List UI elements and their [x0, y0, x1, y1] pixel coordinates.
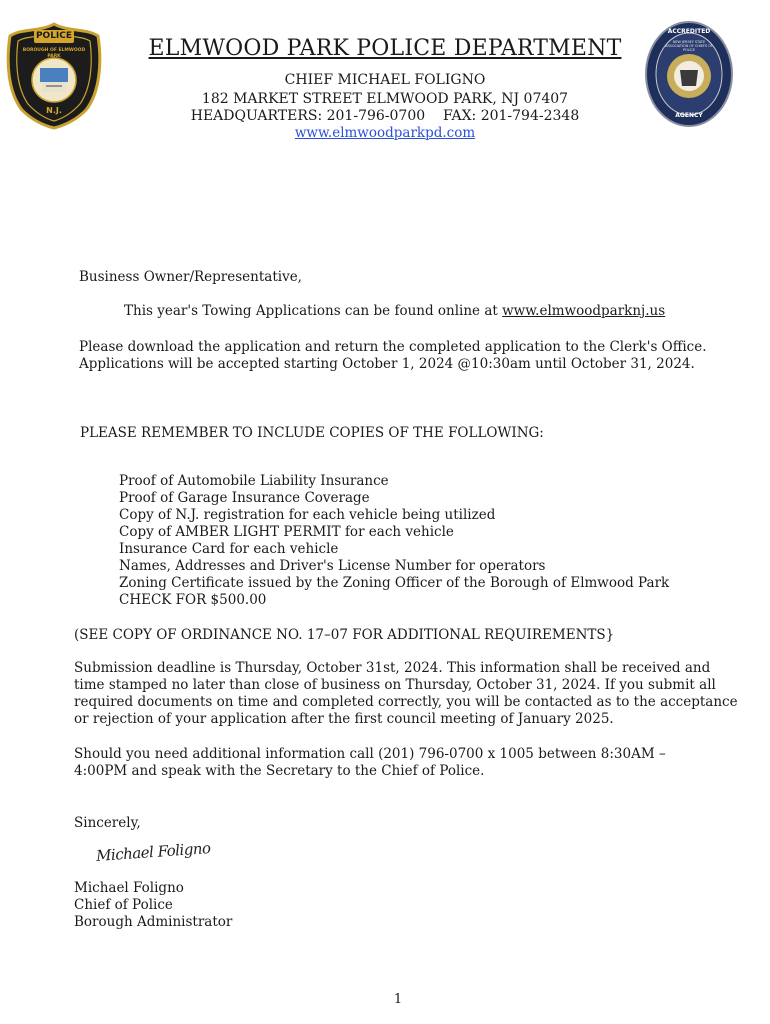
signature: Michael Foligno	[95, 839, 212, 865]
signer-title: Borough Administrator	[74, 914, 233, 930]
badge-ring-text: BOROUGH OF ELMWOOD PARK	[22, 48, 86, 59]
page-number: 1	[393, 992, 403, 1007]
download-line: Applications will be accepted starting October 1, 2024 @10:30am until October 31, 2024.	[79, 356, 695, 372]
department-title: ELMWOOD PARK POLICE DEPARTMENT	[148, 36, 622, 61]
department-address: 182 MARKET STREET ELMWOOD PARK, NJ 07407	[201, 91, 569, 107]
download-paragraph	[79, 339, 707, 373]
list-item: Names, Addresses and Driver's License Number for operators	[119, 558, 546, 574]
remember-heading: PLEASE REMEMBER TO INCLUDE COPIES OF THE FOLLOWING:	[80, 425, 544, 441]
paragraph-line: Should you need additional information call (201) 796-0700 x 1005 between 8:30AM –	[74, 746, 666, 762]
badge-bottom-text: N.J.	[46, 106, 62, 115]
paragraph-line: Submission deadline is Thursday, October 31st, 2024. This information shall be received and	[74, 660, 711, 676]
signer-name: Michael Foligno	[74, 880, 184, 896]
closing: Sincerely,	[74, 815, 141, 831]
paragraph-line: time stamped no later than close of business on Thursday, October 31, 2024. If you submit all	[74, 677, 716, 693]
list-item: Proof of Garage Insurance Coverage	[119, 490, 370, 506]
list-item: Copy of N.J. registration for each vehicle being utilized	[119, 507, 496, 523]
paragraph-line: or rejection of your application after the first council meeting of January 2025.	[74, 711, 614, 727]
list-item: Insurance Card for each vehicle	[119, 541, 339, 557]
paragraph-line: 4:00PM and speak with the Secretary to the Chief of Police.	[74, 763, 485, 779]
list-item: Proof of Automobile Liability Insurance	[119, 473, 389, 489]
seal-top-text: ACCREDITED	[667, 28, 711, 35]
online-application-text: This year's Towing Applications can be found online at	[124, 303, 503, 319]
requirements-list	[119, 473, 669, 609]
deadline-paragraph	[74, 660, 738, 728]
online-application-line	[124, 303, 665, 320]
seal-ring-text: NEW JERSEY STATE ASSOCIATION OF CHIEFS OF POLICE	[665, 40, 713, 52]
signer-title: Chief of Police	[74, 897, 173, 913]
list-item: Copy of AMBER LIGHT PERMIT for each vehicle	[119, 524, 454, 540]
paragraph-line: required documents on time and completed correctly, you will be contacted as to the acceptance	[74, 694, 738, 710]
chief-name: CHIEF MICHAEL FOLIGNO	[284, 72, 486, 88]
ordinance-note: (SEE COPY OF ORDINANCE NO. 17–07 FOR ADDITIONAL REQUIREMENTS}	[74, 627, 615, 643]
seal-bottom-text: AGENCY	[675, 112, 703, 119]
badge-top-text: POLICE	[35, 31, 73, 41]
website-link-row	[0, 125, 770, 141]
list-item: Zoning Certificate issued by the Zoning Officer of the Borough of Elmwood Park	[119, 575, 670, 591]
salutation: Business Owner/Representative,	[79, 269, 302, 285]
department-phones: HEADQUARTERS: 201-796-0700 FAX: 201-794-2348	[190, 108, 580, 124]
signer-block	[74, 880, 232, 931]
contact-paragraph	[74, 746, 666, 780]
website-link[interactable]: www.elmwoodparkpd.com	[294, 125, 476, 141]
application-link[interactable]: www.elmwoodparknj.us	[502, 303, 666, 319]
list-item: CHECK FOR $500.00	[119, 592, 267, 608]
download-line: Please download the application and return the completed application to the Clerk's Office.	[79, 339, 707, 355]
